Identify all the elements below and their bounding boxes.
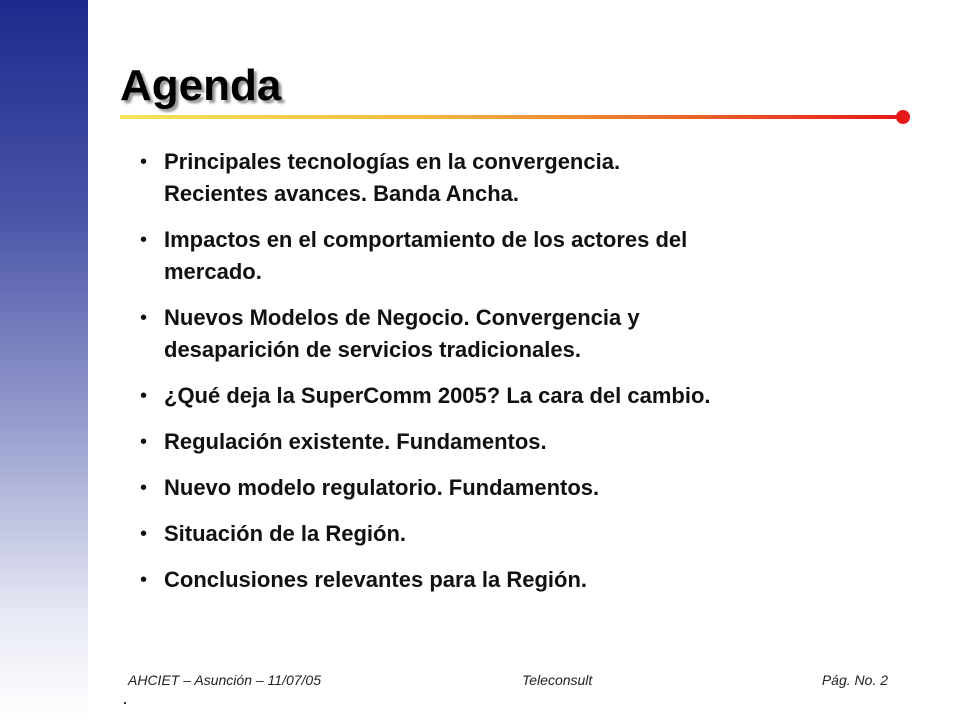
bullet-icon: •	[140, 385, 148, 407]
slide-title: Agenda	[120, 61, 282, 110]
title-underline-rule	[120, 115, 900, 119]
agenda-item-8	[140, 564, 900, 596]
bullet-icon: •	[140, 477, 148, 499]
agenda-item-text: mercado.	[164, 259, 262, 284]
agenda-item-text: ¿Qué deja la SuperComm 2005? La cara del cambio.	[164, 383, 711, 408]
agenda-item-text: Situación de la Región.	[164, 521, 407, 546]
bullet-icon: •	[140, 151, 148, 173]
agenda-item-4	[140, 380, 900, 412]
side-gradient-band	[0, 0, 88, 720]
agenda-item-text: Nuevo modelo regulatorio. Fundamentos.	[164, 475, 600, 500]
agenda-item-3	[140, 302, 900, 366]
footer-event-info: AHCIET – Asunción – 11/07/05	[128, 672, 321, 688]
title-rule-end-dot	[896, 110, 910, 124]
bullet-icon: •	[140, 229, 148, 251]
footer-company: Teleconsult	[522, 672, 593, 688]
stray-dot	[124, 702, 126, 704]
agenda-item-text: desaparición de servicios tradicionales.	[164, 337, 581, 362]
agenda-list	[140, 146, 900, 610]
agenda-item-text: Regulación existente. Fundamentos.	[164, 429, 547, 454]
agenda-item-6	[140, 472, 900, 504]
bullet-icon: •	[140, 431, 148, 453]
agenda-item-text: Impactos en el comportamiento de los actores del	[164, 227, 688, 252]
agenda-item-text: Conclusiones relevantes para la Región.	[164, 567, 588, 592]
agenda-item-text: Recientes avances. Banda Ancha.	[164, 181, 520, 206]
bullet-icon: •	[140, 523, 148, 545]
bullet-icon: •	[140, 569, 148, 591]
agenda-item-text: Principales tecnologías en la convergencia.	[164, 149, 621, 174]
footer-page-number: Pág. No. 2	[821, 672, 888, 688]
agenda-item-7	[140, 518, 900, 550]
agenda-item-2	[140, 224, 900, 288]
bullet-icon: •	[140, 307, 148, 329]
agenda-item-1	[140, 146, 900, 210]
agenda-item-5	[140, 426, 900, 458]
agenda-item-text: Nuevos Modelos de Negocio. Convergencia y	[164, 305, 640, 330]
